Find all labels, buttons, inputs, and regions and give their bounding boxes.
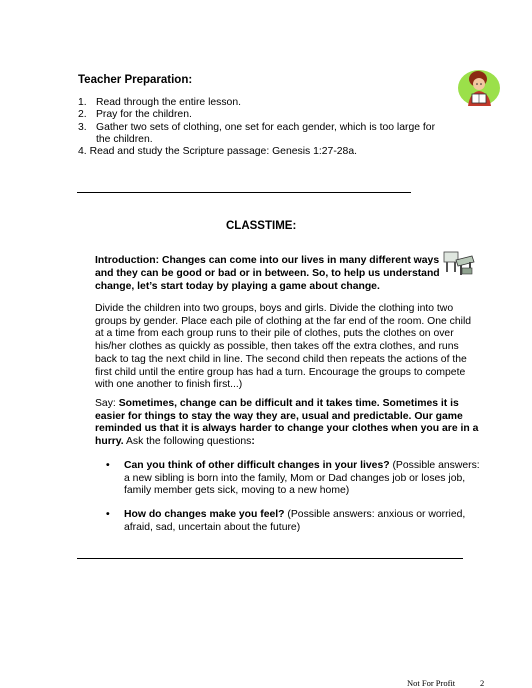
- footer-text: Not For Profit: [407, 678, 456, 688]
- introduction-paragraph: Introduction: Changes can come into our lives in many different ways and they can be good or bad or in between. So, to help us understand change, let’s start today by playing a game about change.: [95, 255, 440, 292]
- preparation-list: [78, 97, 458, 147]
- divider-bottom: [77, 558, 463, 559]
- bullet-icon: •: [106, 509, 110, 521]
- list-item: 1. Read through the entire lesson.: [78, 97, 241, 108]
- list-item: 3. Gather two sets of clothing, one set for each gender, which is too large for the children.: [78, 121, 436, 146]
- list-item: • How do changes make you feel? (Possible answers: anxious or worried, afraid, sad, uncertain about the future): [106, 509, 466, 533]
- list-item-4: 4. Read and study the Scripture passage: Genesis 1:27-28a.: [78, 146, 357, 157]
- list-item: 2. Pray for the children.: [78, 109, 192, 121]
- bullet-icon: •: [106, 460, 110, 471]
- question-list: [106, 460, 482, 535]
- teacher-reading-icon: [456, 66, 502, 108]
- divider-top: [77, 192, 411, 193]
- classroom-desk-icon: [442, 248, 476, 278]
- say-paragraph: Say: Sometimes, change can be difficult and it takes time. Sometimes it is easier for things to stay the way they are, usual and predictable. Our game reminded us that it is always harder to change your clothes when you are in a hurry. Ask the following questions:: [95, 398, 479, 448]
- game-instructions-paragraph: Divide the children into two groups, boys and girls. Divide the clothing into two groups by gender. Place each pile of clothing at the far end of the room. One child at a time from each group runs to their pile of clothes, puts the clothes on over his/her clothes as quickly as possible, then takes off the extra clothes, and runs back to tag the next child in line. The second child then repeats the actions of the first child until the entire group has had a turn. Encourage the groups to compete with one another to finish first...): [95, 303, 472, 391]
- classtime-heading: CLASSTIME:: [226, 220, 297, 232]
- teacher-preparation-heading: Teacher Preparation:: [78, 74, 193, 86]
- page-number: 2: [480, 678, 485, 688]
- list-item: • Can you think of other difficult changes in your lives? (Possible answers: a new sibling is born into the family, Mom or Dad changes job or loses job, family member gets sick, moving to a new home): [106, 460, 480, 497]
